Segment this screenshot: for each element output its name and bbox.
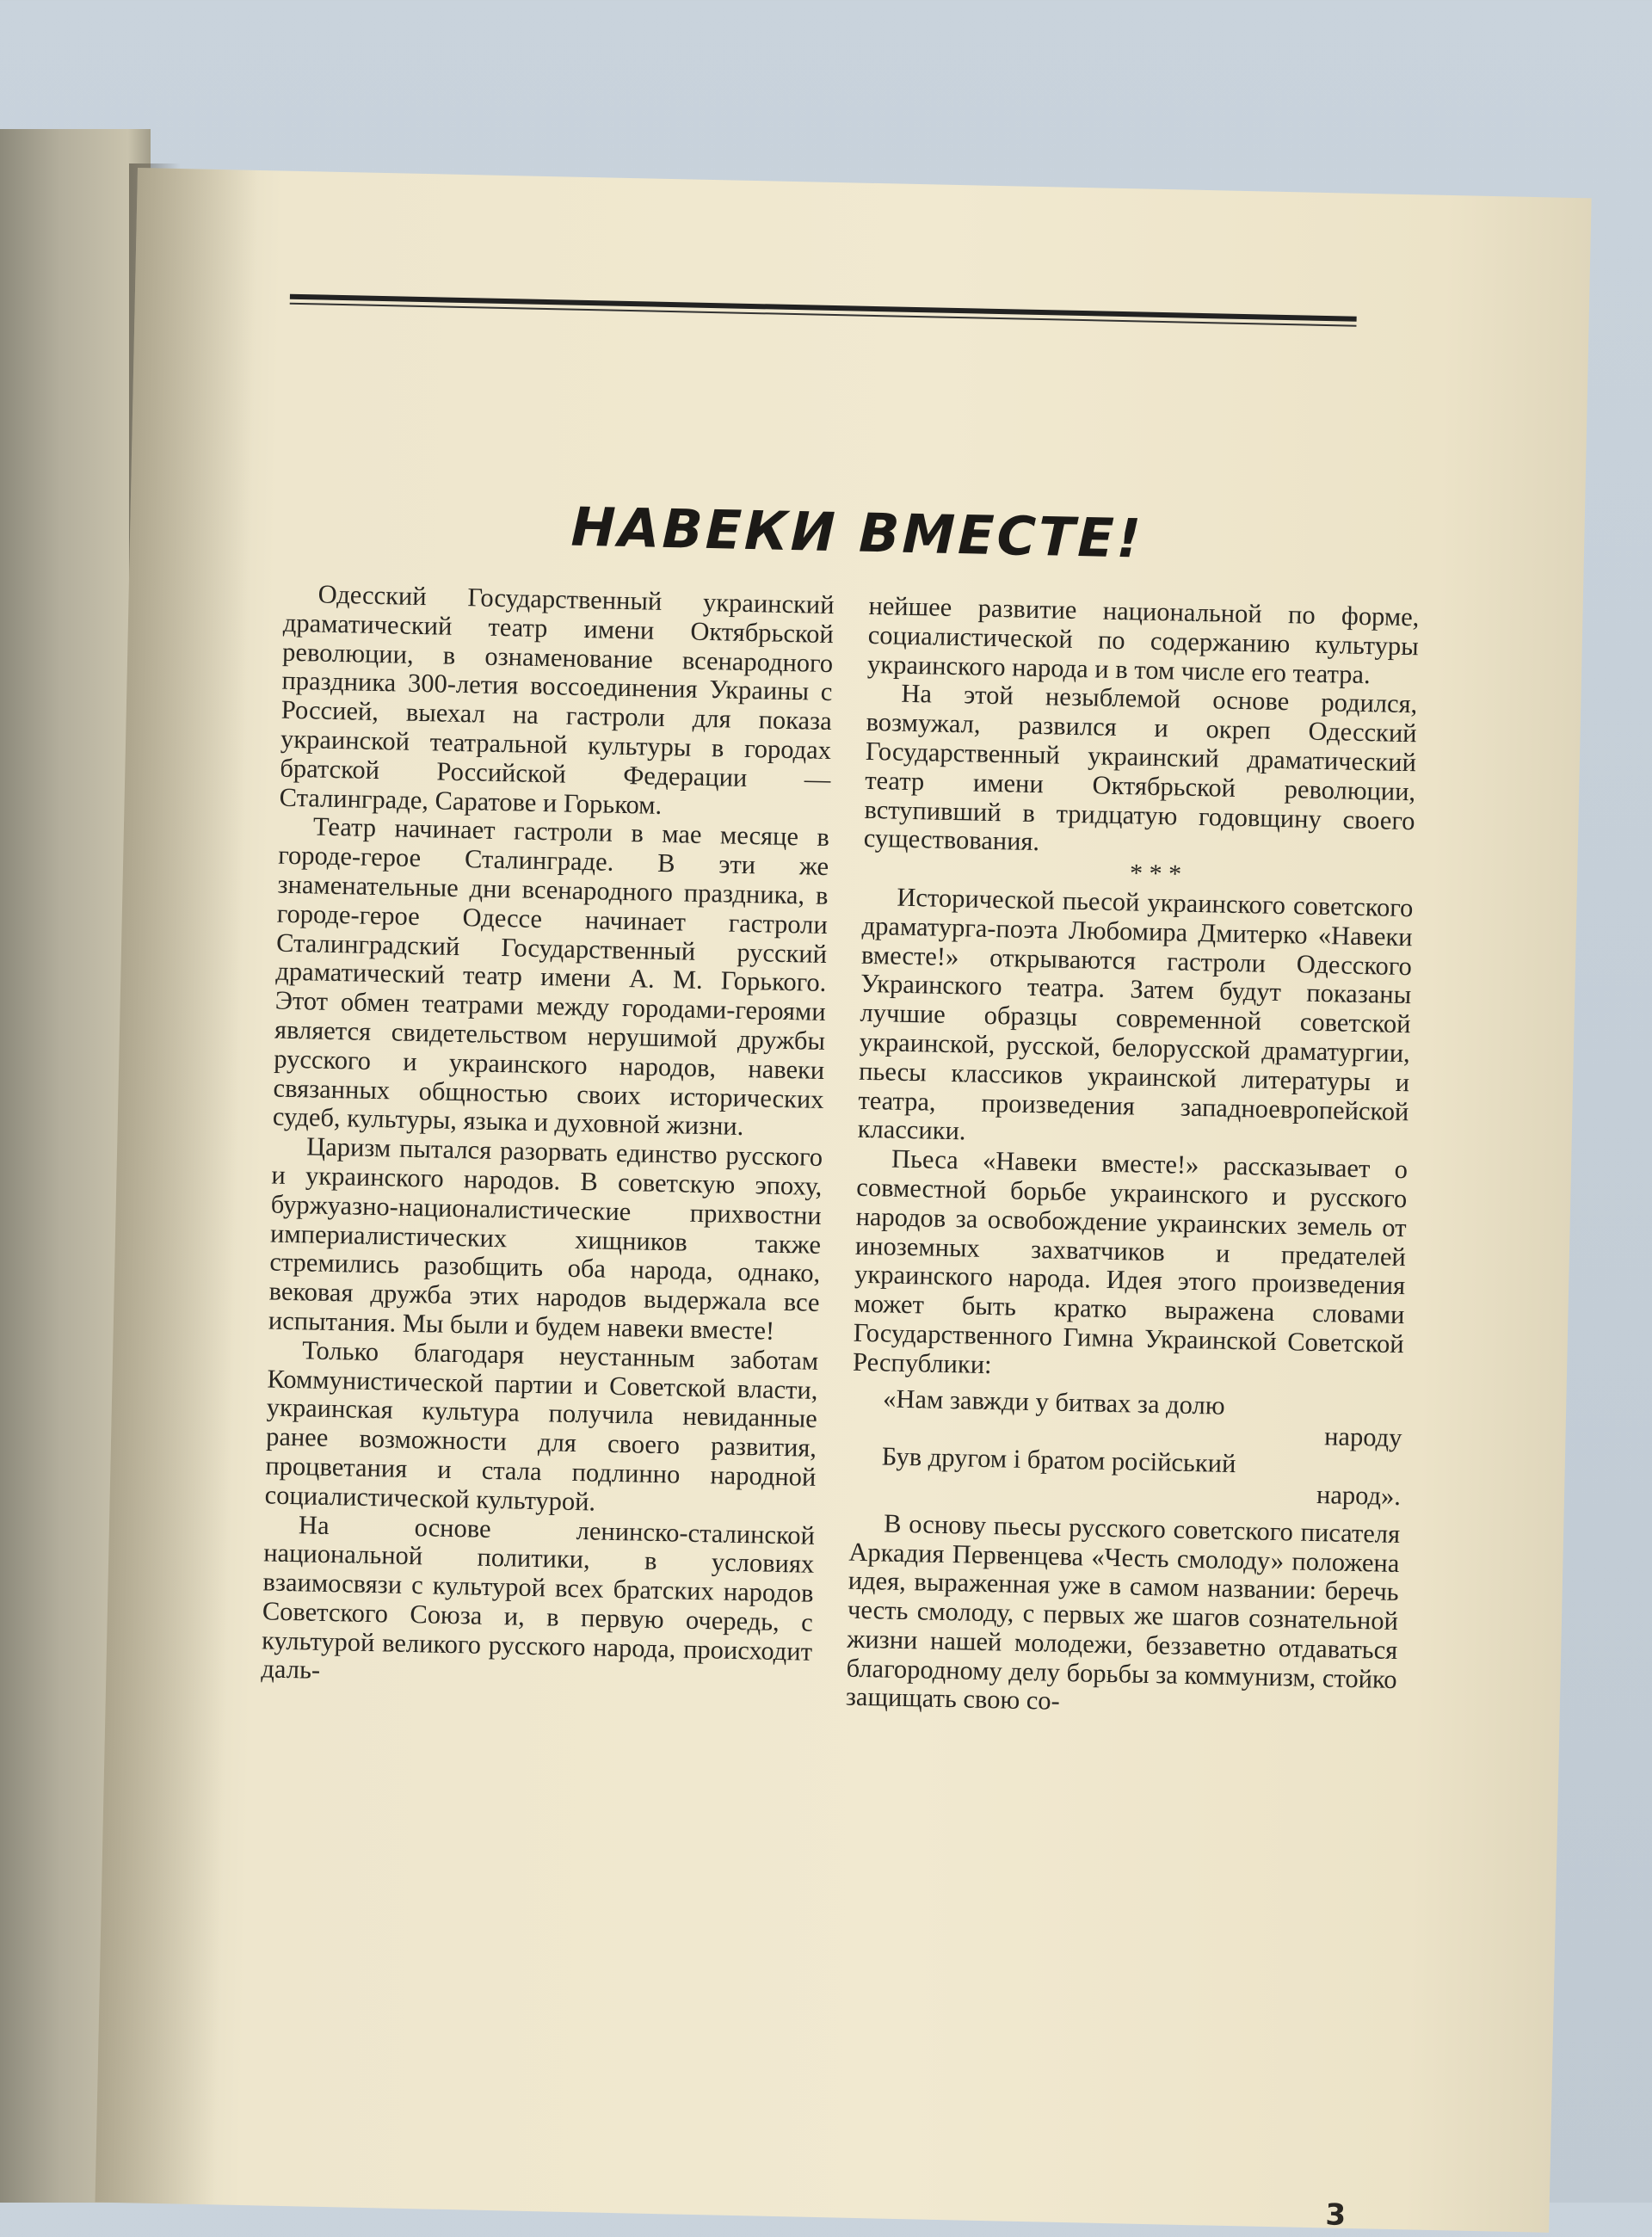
right-column bbox=[846, 592, 1420, 1723]
article-title: НАВЕКИ ВМЕСТЕ! bbox=[570, 495, 1144, 570]
paragraph: Театр начинает гастроли в мае месяце в городе-герое Сталинграде. В эти же знаменательные дни всенародного праздника, в городе-герое Одессе начинает гастроли Сталинградский Государственный русский драматический театр имени А. М. Горького. Этот обмен театрами между городами-героями является свидетельством нерушимой дружбы русского и украинского народов, навеки связанных общностью своих исторических судеб, культуры, языка и духовной жизни. bbox=[272, 811, 830, 1142]
paragraph: Пьеса «Навеки вместе!» рассказывает о совместной борьбе украинского и русского народов за освобождение украинских земель от иноземных захватчиков и предателей украинского народа. Идея этого произведения может быть кратко выражена словами Государственного Гимна Украинской Советской Республики: bbox=[852, 1143, 1409, 1379]
anthem-quote bbox=[850, 1383, 1403, 1512]
left-column bbox=[261, 580, 835, 1696]
verse-line: Був другом і братом російський bbox=[881, 1441, 1236, 1479]
paragraph: На этой незыблемой основе родился, возмужал, развился и окреп Одесский Государственный украинский драматический театр имени Октябрьской революции, вступивший в тридцатую годовщину своего существования. bbox=[863, 679, 1418, 857]
section-asterism: * * * bbox=[1129, 859, 1182, 889]
verse-line-end: народу bbox=[1323, 1421, 1402, 1453]
booklet-page bbox=[95, 168, 1591, 2233]
paragraph: В основу пьесы русского советского писателя Аркадия Первенцева «Честь смолоду» положена идея, выраженная уже в самом названии: беречь честь смолоду, с первых же шагов сознательной жизни нашей молодежи, беззаветно отдаваться благородному делу борьбы за коммунизм, стойко защищать свою со- bbox=[845, 1508, 1401, 1716]
page-number: 3 bbox=[1325, 2197, 1347, 2233]
paragraph: На основе ленинско-сталинской национальной политики, в условиях взаимосвязи с культурой всех братских народов Советского Союза и, в первую очередь, с культурой великого русского народа, происходит даль- bbox=[261, 1509, 816, 1685]
paragraph: Царизм пытался разорвать единство русского и украинского народов. В советскую эпоху, буржуазно-националистические прихвостни империалистических хищников также стремились разобщить оба народа, однако, вековая дружба этих народов выдержала все испытания. Мы были и будем навеки вместе! bbox=[268, 1131, 823, 1346]
header-rule-thick bbox=[290, 294, 1357, 322]
paragraph: Только благодаря неустанным заботам Коммунистической партии и Советской власти, украинская культура получила невиданные ранее возможности для своего развития, процветания и стала подлинно народной социалистической культурой. bbox=[264, 1335, 819, 1517]
verse-line: «Нам завжди у битвах за долю bbox=[882, 1383, 1225, 1420]
paragraph: нейшее развитие национальной по форме, социалистической по содержанию культуры украинского народа и в том числе его театра. bbox=[866, 590, 1420, 689]
verse-line-end: народ». bbox=[1316, 1479, 1402, 1511]
paragraph: Исторической пьесой украинского советского драматурга-поэта Любомира Дмитерко «Навеки вместе!» открываются гастроли Одесского Украинского театра. Затем будут показаны лучшие образцы современной советской украинской, русской, белорусской драматургии, пьесы классиков украинской литературы и театра, произведения западноевропейской классики. bbox=[857, 882, 1414, 1146]
paragraph: Одесский Государственный украинский драматический театр имени Октябрьской революции, в ознаменование всенародного праздника 300-летия воссоединения Украины с Россией, выехал на гастроли для показа украинской театральной культуры в городах братской Российской Федерации — Сталинграде, Саратове и Горьком. bbox=[279, 579, 835, 820]
